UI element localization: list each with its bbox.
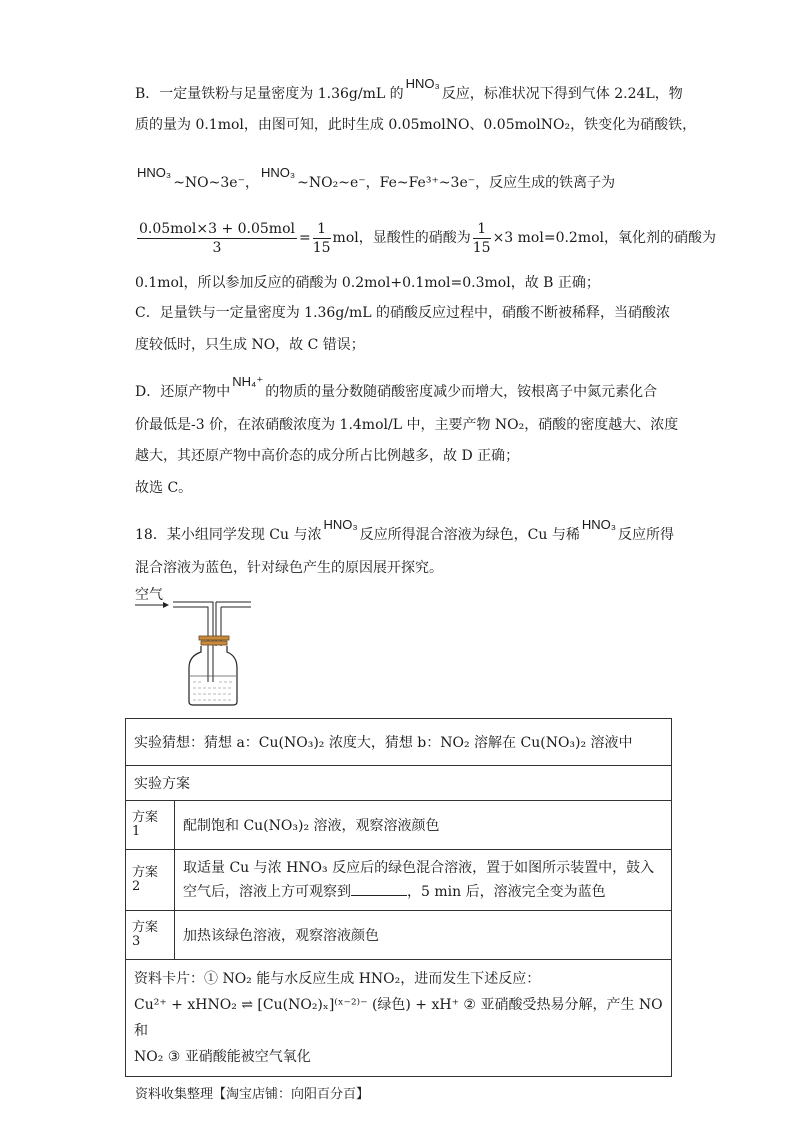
text: 18．某小组同学发现 Cu 与浓 <box>135 527 322 543</box>
text: ×3 mol=0.2mol，氧化剂的硝酸为 <box>492 230 717 246</box>
fraction-denominator: 15 <box>472 239 491 256</box>
table-row <box>126 911 672 960</box>
table-row <box>126 766 672 801</box>
guess-cell: 实验猜想：猜想 a：Cu(NO₃)₂ 浓度大，猜想 b：NO₂ 溶解在 Cu(NO₃)₂ 溶液中 <box>126 719 672 766</box>
equals-sign: = <box>298 230 311 246</box>
table-row <box>126 801 672 850</box>
para-b-line-1 <box>135 74 683 104</box>
formula: HNO₃ <box>260 165 296 180</box>
info-card-cell <box>126 960 672 1077</box>
para-b-line-4 <box>135 218 716 258</box>
para-d-line-1 <box>135 372 657 402</box>
text: mol，显酸性的硝酸为 <box>332 230 471 246</box>
plan-text: 加热该绿色溶液，观察溶液颜色 <box>175 911 672 960</box>
para-d-line-2: 价最低是-3 价，在浓硝酸浓度为 1.4mol/L 中，主要产物 NO₂，硝酸的密度越大、浓度 <box>135 417 679 433</box>
fraction-denominator: 3 <box>212 239 222 256</box>
fraction <box>473 220 491 257</box>
plan-label: 方案 2 <box>126 850 175 911</box>
para-b-line-5: 0.1mol，所以参加反应的硝酸为 0.2mol+0.1mol=0.3mol，故 B 正确； <box>135 275 600 291</box>
text: ，5 min 后，溶液完全变为蓝色 <box>407 884 606 900</box>
formula: HNO₃ <box>137 165 172 180</box>
plan-label: 方案 1 <box>126 801 175 850</box>
formula: HNO₃ <box>581 517 617 532</box>
gas-washing-bottle-diagram <box>133 584 253 710</box>
text: 反应所得 <box>618 527 675 543</box>
fraction-numerator: 1 <box>313 220 331 239</box>
q18-line-1 <box>135 515 674 545</box>
para-b-line-2: 质的量为 0.1mol，由图可知，此时生成 0.05molNO、0.05molNO₂，铁变化为硝酸铁， <box>135 117 697 133</box>
text: 反应所得混合溶液为绿色，Cu 与稀 <box>359 527 580 543</box>
table-row <box>126 719 672 766</box>
text: D．还原产物中 <box>135 384 231 400</box>
footer-text: 资料收集整理【淘宝店铺：向阳百分百】 <box>135 1087 370 1102</box>
info-line: Cu²⁺ + xHNO₂ ⇌ [Cu(NO₂)ₓ]⁽ˣ⁻²⁾⁻ (绿色) + xH⁺ ② 亚硝酸受热易分解，产生 NO 和 <box>134 997 663 1039</box>
fraction <box>313 220 331 257</box>
table-row <box>126 850 672 911</box>
para-b-line-3 <box>135 163 615 193</box>
formula: HNO₃ <box>405 76 440 91</box>
info-line: 资料卡片：① NO₂ 能与水反应生成 HNO₂，进而发生下述反应： <box>134 971 541 987</box>
fraction <box>137 220 297 257</box>
info-line: NO₂ ③ 亚硝酸能被空气氧化 <box>134 1049 311 1065</box>
fraction-denominator: 15 <box>312 239 331 256</box>
fraction-numerator: 0.05mol×3 + 0.05mol <box>139 220 295 237</box>
text: 的物质的量分数随硝酸密度减少而增大，铵根离子中氮元素化合 <box>265 384 658 400</box>
para-d-line-3: 越大，其还原产物中高价态的成分所占比例越多，故 D 正确； <box>135 448 520 464</box>
fraction-numerator: 1 <box>473 220 491 239</box>
text: 取适量 Cu 与浓 HNO₃ 反应后的绿色混合溶液，置于如图所示装置中，鼓入空气后，溶液上方可观察到 <box>183 860 655 900</box>
answer-line: 故选 C。 <box>135 480 193 496</box>
text: B．一定量铁粉与足量密度为 1.36g/mL 的 <box>135 86 404 102</box>
plan-text: 配制饱和 Cu(NO₃)₂ 溶液，观察溶液颜色 <box>175 801 672 850</box>
formula: NH₄⁺ <box>232 374 264 389</box>
table-row <box>126 960 672 1077</box>
para-c-line-1: C．足量铁与一定量密度为 1.36g/mL 的硝酸反应过程中，硝酸不断被稀释，当硝酸浓 <box>135 305 671 321</box>
experiment-table <box>125 718 672 1077</box>
text: 反应，标准状况下得到气体 2.24L，物 <box>441 86 683 102</box>
q18-line-2: 混合溶液为蓝色，针对绿色产生的原因展开探究。 <box>135 560 443 576</box>
text: ~NO~3e⁻， <box>173 175 259 191</box>
plan-text <box>175 850 672 911</box>
formula: HNO₃ <box>323 517 358 532</box>
plan-label: 方案 3 <box>126 911 175 960</box>
answer-blank[interactable] <box>351 883 407 896</box>
plan-header-cell: 实验方案 <box>126 766 672 801</box>
air-label: 空气 <box>135 587 163 603</box>
para-c-line-2: 度较低时，只生成 NO，故 C 错误； <box>135 337 365 353</box>
text: ~NO₂~e⁻，Fe~Fe³⁺~3e⁻，反应生成的铁离子为 <box>297 175 616 191</box>
